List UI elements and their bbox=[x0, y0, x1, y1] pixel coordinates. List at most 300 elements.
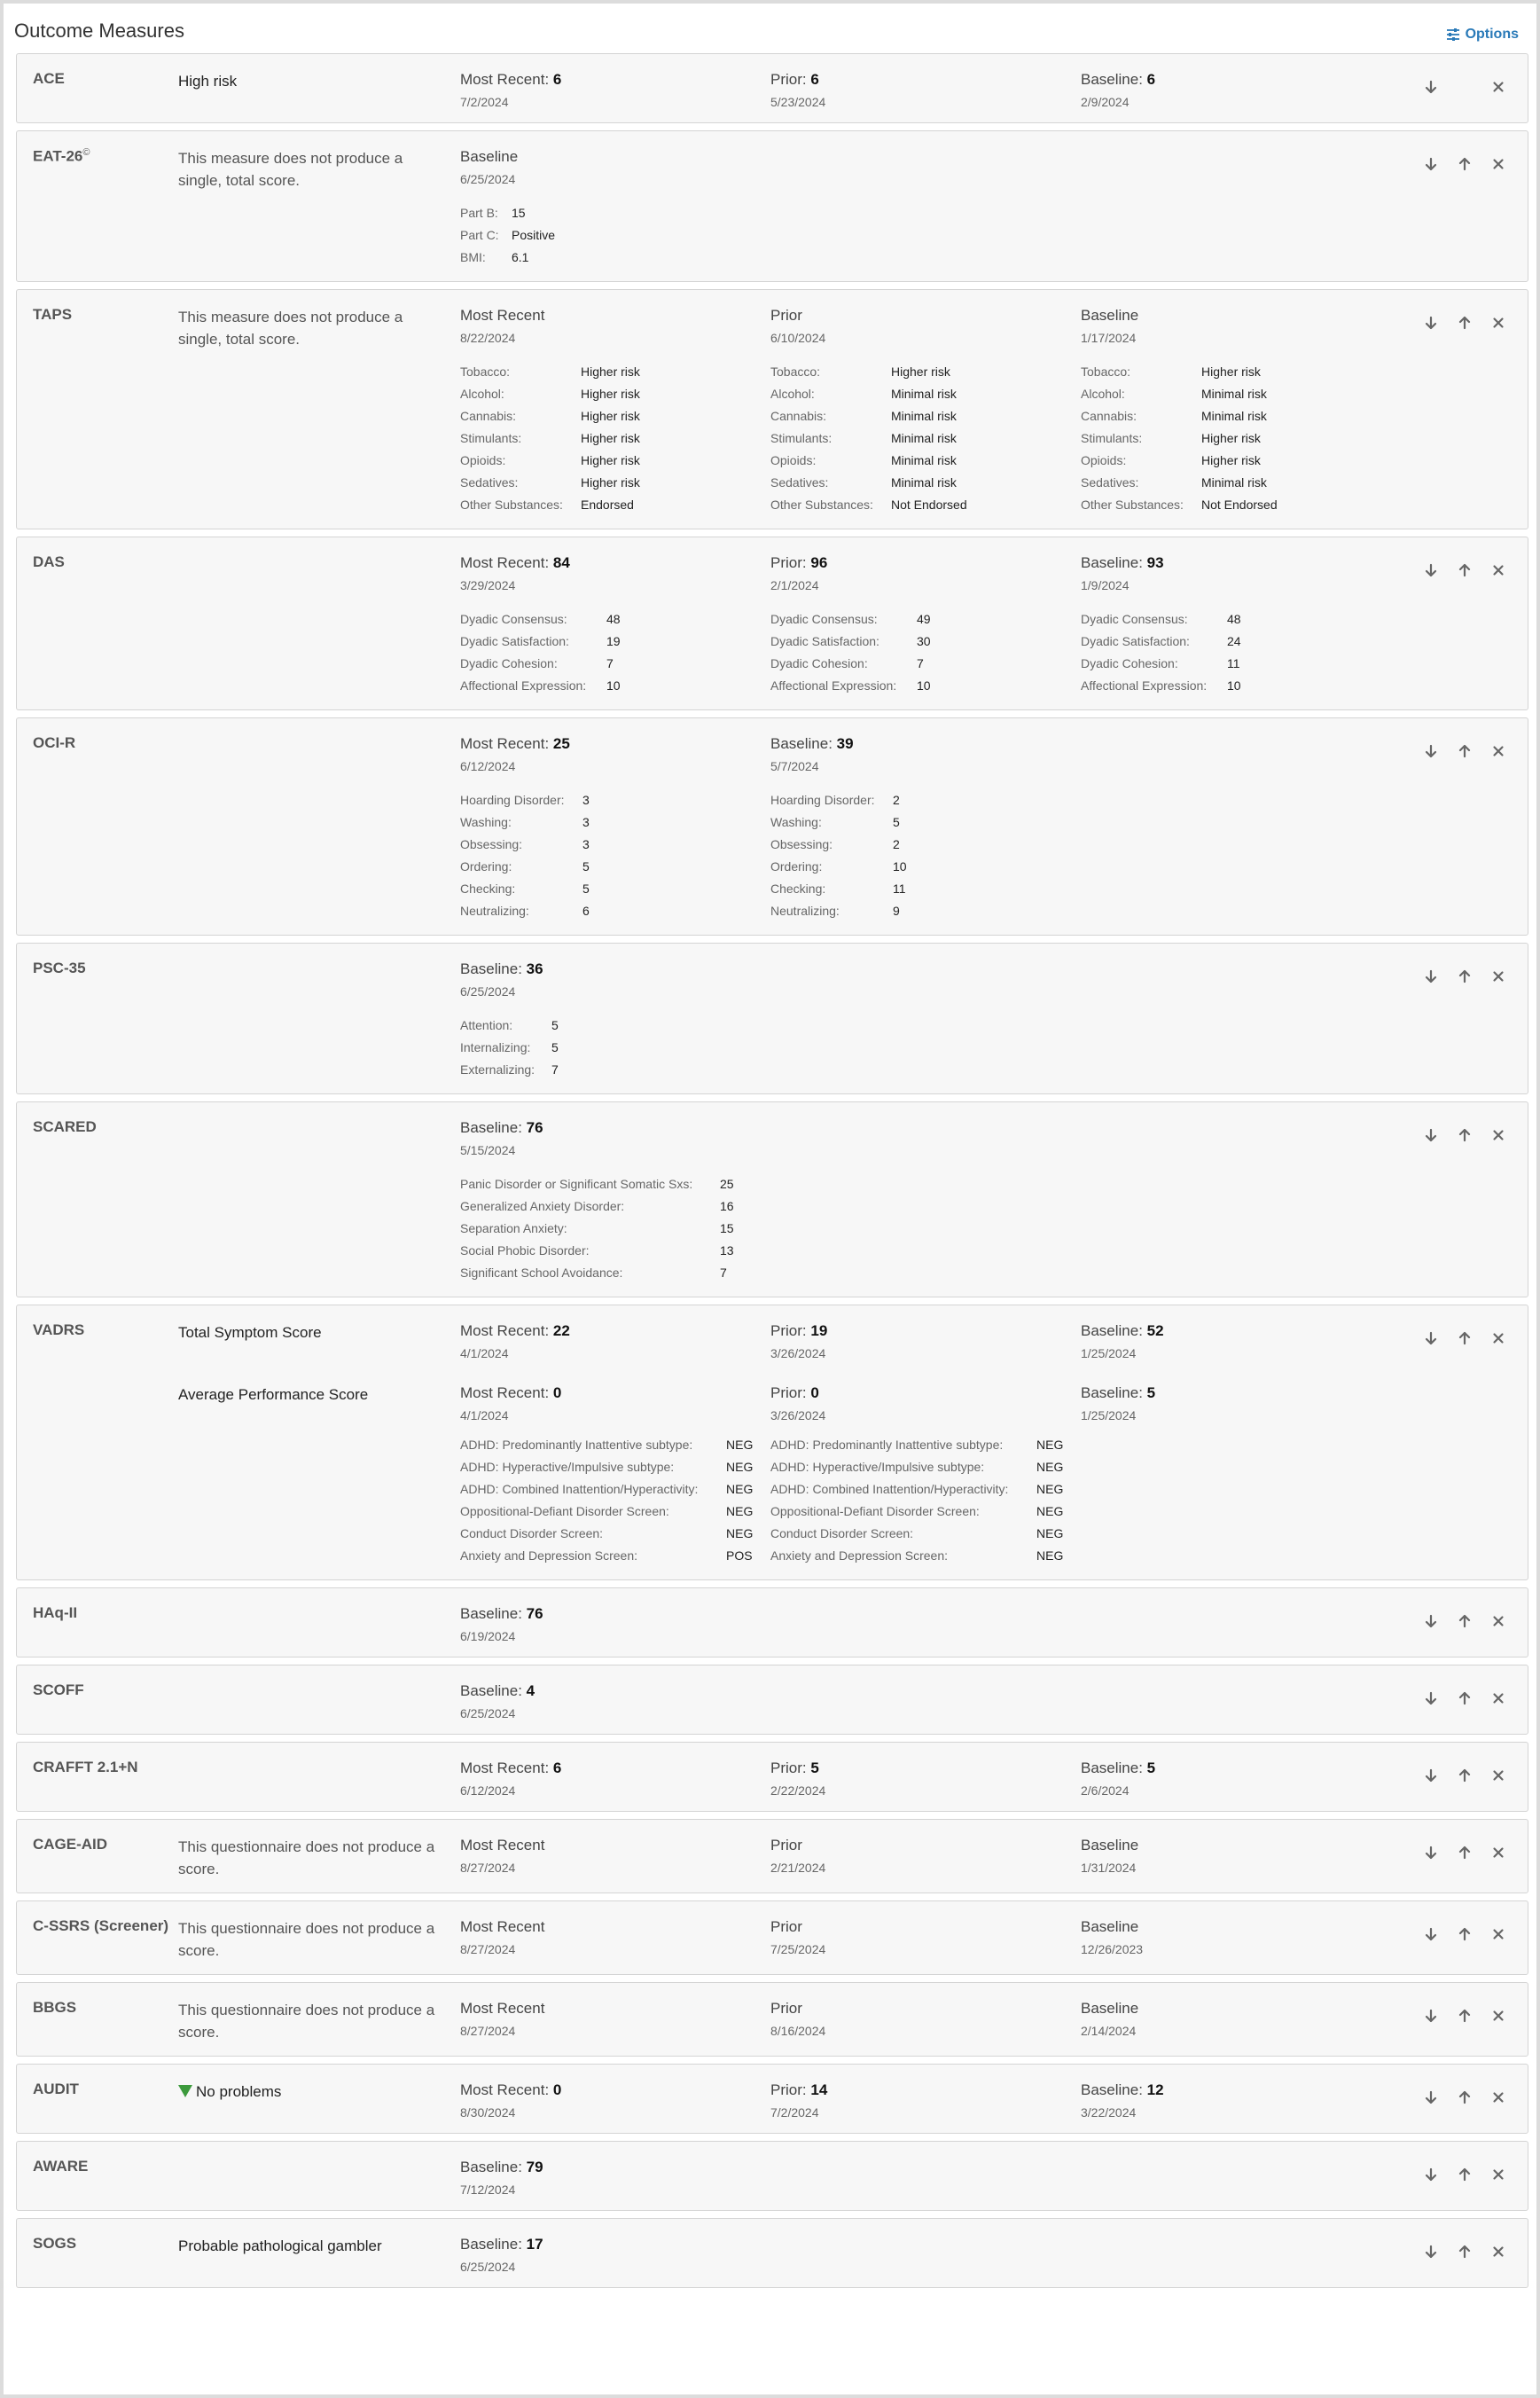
measure-name bbox=[17, 1321, 178, 1567]
subscale-value: 7 bbox=[606, 656, 614, 670]
colon-separator: : bbox=[518, 2159, 527, 2175]
subscale-row bbox=[460, 856, 770, 878]
subscale-row bbox=[770, 608, 1081, 631]
subscale-label: Sedatives: bbox=[770, 475, 829, 490]
score-value: 6 bbox=[1146, 71, 1156, 88]
subscale-label: Social Phobic Disorder: bbox=[460, 1243, 590, 1258]
subscale-row bbox=[770, 834, 1081, 856]
subscale-list bbox=[460, 789, 770, 922]
subscale-row bbox=[1081, 494, 1391, 516]
subscale-label: Neutralizing: bbox=[770, 904, 840, 918]
subscale-row bbox=[770, 631, 1081, 653]
subscale-label: Obsessing: bbox=[460, 837, 523, 851]
subscale-label: Other Substances: bbox=[460, 498, 563, 512]
score-value: 76 bbox=[526, 1605, 543, 1622]
colon-separator: : bbox=[801, 1759, 811, 1776]
close-icon[interactable] bbox=[1490, 1330, 1506, 1346]
period-heading bbox=[1081, 70, 1391, 90]
subscale-row bbox=[460, 1523, 770, 1545]
colon-separator: : bbox=[544, 71, 553, 88]
subscale-row bbox=[460, 1501, 770, 1523]
close-icon[interactable] bbox=[1490, 968, 1506, 984]
subscale-row bbox=[770, 1478, 1081, 1501]
colon-separator: : bbox=[544, 1322, 553, 1339]
measure-card-haq2 bbox=[16, 1587, 1528, 1657]
period-column bbox=[1081, 1999, 1391, 2043]
subscale-label: Part B: bbox=[460, 206, 498, 220]
period-label: Prior bbox=[770, 1384, 802, 1401]
date-value: 6/19/2024 bbox=[460, 1629, 516, 1643]
score-row bbox=[178, 1321, 1391, 1361]
subscale-label: Separation Anxiety: bbox=[460, 1221, 567, 1235]
arrow-down-icon[interactable] bbox=[1423, 79, 1439, 95]
measure-name bbox=[17, 1759, 178, 1798]
period-label: Baseline bbox=[460, 1682, 519, 1699]
subscale-label: Cannabis: bbox=[770, 409, 827, 423]
colon-separator: : bbox=[801, 1384, 811, 1401]
arrow-down-icon[interactable] bbox=[1423, 562, 1439, 578]
period-column bbox=[460, 1999, 770, 2043]
colon-separator: : bbox=[1138, 2081, 1147, 2098]
subscale-value: Minimal risk bbox=[1201, 475, 1267, 490]
date-value: 7/2/2024 bbox=[770, 2105, 819, 2120]
subscale-list bbox=[460, 608, 770, 697]
subscale-row bbox=[460, 789, 770, 811]
subscale-row bbox=[1081, 653, 1391, 675]
measure-card-bbgs bbox=[16, 1982, 1528, 2057]
arrow-down-icon[interactable] bbox=[1423, 2167, 1439, 2182]
period-columns bbox=[460, 70, 1391, 110]
score-value: 52 bbox=[1146, 1322, 1164, 1339]
subscale-value: Not Endorsed bbox=[1201, 498, 1278, 512]
arrow-down-icon[interactable] bbox=[1423, 1767, 1439, 1783]
close-icon[interactable] bbox=[1490, 562, 1506, 578]
colon-separator: : bbox=[518, 960, 527, 977]
measure-card-crafft bbox=[16, 1742, 1528, 1812]
card-actions bbox=[1423, 1690, 1506, 1706]
period-column bbox=[460, 1321, 770, 1361]
subscale-row bbox=[770, 1456, 1081, 1478]
period-columns bbox=[460, 1917, 1391, 1962]
subscale-value: POS bbox=[726, 1548, 753, 1563]
subscale-value: 7 bbox=[551, 1062, 559, 1077]
date-value: 8/16/2024 bbox=[770, 2024, 826, 2038]
subscale-row bbox=[770, 653, 1081, 675]
measure-name-text: EAT-26 bbox=[33, 147, 83, 165]
period-label: Most Recent bbox=[460, 2081, 545, 2098]
date-value: 2/1/2024 bbox=[770, 578, 819, 592]
period-columns bbox=[460, 2081, 1391, 2120]
date-value: 4/1/2024 bbox=[460, 1408, 509, 1422]
score-value: 5 bbox=[810, 1759, 819, 1776]
measure-name-text: SCOFF bbox=[33, 1681, 84, 1698]
period-heading bbox=[460, 1917, 770, 1937]
subscale-value: 15 bbox=[720, 1221, 734, 1235]
subscale-label: Dyadic Consensus: bbox=[1081, 612, 1188, 626]
close-icon[interactable] bbox=[1490, 156, 1506, 172]
subscale-label: Sedatives: bbox=[460, 475, 519, 490]
arrow-up-icon[interactable] bbox=[1457, 2244, 1473, 2260]
arrow-down-icon[interactable] bbox=[1423, 1926, 1439, 1942]
measure-card-aware bbox=[16, 2141, 1528, 2211]
period-heading bbox=[460, 1759, 770, 1778]
arrow-up-icon[interactable] bbox=[1457, 743, 1473, 759]
subscale-value: 11 bbox=[893, 882, 906, 896]
subscale-value: Higher risk bbox=[581, 431, 640, 445]
period-heading bbox=[770, 306, 1081, 325]
subscale-value: 3 bbox=[582, 837, 590, 851]
arrow-up-icon[interactable] bbox=[1457, 1926, 1473, 1942]
date-value: 2/14/2024 bbox=[1081, 2024, 1137, 2038]
measure-name bbox=[17, 1681, 178, 1721]
period-heading bbox=[1081, 1759, 1391, 1778]
arrow-down-icon[interactable] bbox=[1423, 1127, 1439, 1143]
measure-name bbox=[17, 553, 178, 697]
interpretation bbox=[178, 2081, 460, 2120]
measure-name-text: AUDIT bbox=[33, 2081, 79, 2097]
period-heading bbox=[770, 1321, 1081, 1341]
close-icon[interactable] bbox=[1490, 1127, 1506, 1143]
subscale-row bbox=[460, 878, 770, 900]
date-value: 7/25/2024 bbox=[770, 1942, 826, 1956]
period-label: Baseline bbox=[460, 1605, 519, 1622]
close-icon[interactable] bbox=[1490, 2167, 1506, 2182]
period-columns bbox=[460, 1118, 1391, 1284]
subscale-label: Hoarding Disorder: bbox=[460, 793, 565, 807]
measure-name bbox=[17, 960, 178, 1081]
subscale-value: 3 bbox=[582, 793, 590, 807]
arrow-down-icon[interactable] bbox=[1423, 743, 1439, 759]
period-column bbox=[770, 70, 1081, 110]
score-value: 4 bbox=[526, 1682, 535, 1699]
interpretation-text bbox=[178, 1999, 442, 2043]
period-columns bbox=[460, 1999, 1391, 2043]
period-column bbox=[460, 70, 770, 110]
period-column bbox=[460, 1604, 770, 1644]
subscale-row bbox=[460, 202, 770, 224]
date-value: 2/6/2024 bbox=[1081, 1783, 1130, 1798]
card-actions bbox=[1423, 156, 1506, 172]
period-column bbox=[460, 1759, 770, 1798]
interpretation bbox=[178, 1681, 460, 1721]
subscale-row bbox=[460, 247, 770, 269]
period-heading bbox=[1081, 1836, 1391, 1855]
date-value: 6/25/2024 bbox=[460, 2260, 516, 2274]
date-value: 4/1/2024 bbox=[460, 1346, 509, 1360]
score-value: 0 bbox=[810, 1384, 819, 1401]
close-icon[interactable] bbox=[1490, 79, 1506, 95]
period-label: Most Recent bbox=[460, 1322, 545, 1339]
arrow-up-icon[interactable] bbox=[1457, 2008, 1473, 2024]
period-label: Baseline bbox=[1081, 2081, 1139, 2098]
measure-card-cssrs bbox=[16, 1900, 1528, 1975]
interpretation bbox=[178, 70, 460, 110]
options-button[interactable] bbox=[1446, 27, 1519, 43]
arrow-up-icon[interactable] bbox=[1457, 156, 1473, 172]
date-value: 3/29/2024 bbox=[460, 578, 516, 592]
subscale-row bbox=[460, 224, 770, 247]
measure-card-psc35 bbox=[16, 943, 1528, 1094]
arrow-up-icon[interactable] bbox=[1457, 2167, 1473, 2182]
arrow-up-icon[interactable] bbox=[1457, 2089, 1473, 2105]
subscale-value: Higher risk bbox=[1201, 364, 1261, 379]
measure-name bbox=[17, 2158, 178, 2198]
period-label: Prior bbox=[770, 71, 802, 88]
subscale-value: Higher risk bbox=[1201, 453, 1261, 467]
close-icon[interactable] bbox=[1490, 315, 1506, 331]
close-icon[interactable] bbox=[1490, 1926, 1506, 1942]
subscale-label: Stimulants: bbox=[460, 431, 522, 445]
date-value: 6/10/2024 bbox=[770, 331, 826, 345]
period-column bbox=[1081, 1917, 1391, 1962]
score-value: 79 bbox=[526, 2159, 543, 2175]
interpretation bbox=[178, 306, 460, 516]
score-value: 5 bbox=[1146, 1759, 1156, 1776]
subscale-label: BMI: bbox=[460, 250, 486, 264]
arrow-down-icon[interactable] bbox=[1423, 968, 1439, 984]
period-column bbox=[770, 1917, 1081, 1962]
subscale-value: 16 bbox=[720, 1199, 734, 1213]
date-value: 6/25/2024 bbox=[460, 1706, 516, 1720]
period-label: Most Recent bbox=[460, 71, 545, 88]
period-column bbox=[460, 734, 770, 922]
subscale-row bbox=[460, 450, 770, 472]
period-label: Baseline bbox=[1081, 1837, 1139, 1853]
score-value: 17 bbox=[526, 2236, 543, 2253]
arrow-down-icon[interactable] bbox=[1423, 2089, 1439, 2105]
score-value: 12 bbox=[1146, 2081, 1164, 2098]
card-actions bbox=[1423, 2008, 1506, 2024]
close-icon[interactable] bbox=[1490, 743, 1506, 759]
subscale-label: Tobacco: bbox=[1081, 364, 1131, 379]
subscale-row bbox=[460, 1262, 770, 1284]
interpretation-text bbox=[178, 2235, 442, 2257]
subscale-row bbox=[1081, 631, 1391, 653]
period-heading bbox=[1081, 1917, 1391, 1937]
green-down-triangle-icon bbox=[178, 2085, 192, 2097]
score-value: 93 bbox=[1146, 554, 1164, 571]
subscale-row bbox=[460, 1037, 770, 1059]
colon-separator: : bbox=[544, 1759, 553, 1776]
subscale-column bbox=[460, 1434, 770, 1567]
subscale-row bbox=[460, 653, 770, 675]
interpretation-text bbox=[178, 1836, 442, 1880]
period-label: Prior bbox=[770, 2000, 802, 2017]
subscale-list bbox=[770, 789, 1081, 922]
date-value: 8/27/2024 bbox=[460, 2024, 516, 2038]
subscale-label: Other Substances: bbox=[770, 498, 873, 512]
period-heading bbox=[1081, 2081, 1391, 2100]
period-label: Most Recent bbox=[460, 1759, 545, 1776]
period-columns bbox=[460, 2235, 1391, 2275]
measure-name-text: SOGS bbox=[33, 2235, 77, 2252]
date-value: 5/23/2024 bbox=[770, 95, 826, 109]
period-columns bbox=[460, 553, 1391, 697]
period-column bbox=[1081, 2081, 1391, 2120]
period-heading bbox=[770, 1917, 1081, 1937]
subscale-list bbox=[1081, 608, 1391, 697]
interpretation-label: This questionnaire does not produce a score. bbox=[178, 2002, 435, 2041]
subscale-list bbox=[460, 1434, 770, 1567]
arrow-down-icon[interactable] bbox=[1423, 1613, 1439, 1629]
score-value: 5 bbox=[1146, 1384, 1156, 1401]
card-actions bbox=[1423, 1127, 1506, 1143]
measure-name bbox=[17, 2235, 178, 2275]
spacer bbox=[178, 1434, 460, 1567]
subscale-row bbox=[770, 361, 1081, 383]
subscale-row bbox=[460, 1173, 770, 1195]
subscale-label: Dyadic Satisfaction: bbox=[1081, 634, 1190, 648]
subscale-label: ADHD: Combined Inattention/Hyperactivity: bbox=[770, 1482, 1009, 1496]
period-label: Baseline bbox=[460, 2159, 519, 2175]
subscale-label: Ordering: bbox=[770, 859, 823, 874]
card-actions bbox=[1423, 1845, 1506, 1861]
outcome-measures-panel bbox=[4, 4, 1536, 2394]
arrow-up-icon[interactable] bbox=[1457, 1845, 1473, 1861]
subscale-value: Minimal risk bbox=[891, 431, 957, 445]
subscale-label: Cannabis: bbox=[460, 409, 517, 423]
measure-name-text: CAGE-AID bbox=[33, 1836, 108, 1853]
subscale-label: Externalizing: bbox=[460, 1062, 535, 1077]
interpretation-label: Probable pathological gambler bbox=[178, 2237, 382, 2254]
subscale-label: Cannabis: bbox=[1081, 409, 1137, 423]
interpretation-text: Total Symptom Score bbox=[178, 1324, 322, 1341]
copyright-mark: © bbox=[82, 147, 90, 158]
subscale-row bbox=[460, 608, 770, 631]
card-actions bbox=[1423, 1926, 1506, 1942]
close-icon[interactable] bbox=[1490, 1767, 1506, 1783]
interpretation-text bbox=[178, 147, 442, 192]
period-label: Baseline bbox=[1081, 71, 1139, 88]
score-value: 96 bbox=[810, 554, 828, 571]
close-icon[interactable] bbox=[1490, 1613, 1506, 1629]
subscale-value: NEG bbox=[1036, 1482, 1064, 1496]
subscale-value: 3 bbox=[582, 815, 590, 829]
arrow-down-icon[interactable] bbox=[1423, 1330, 1439, 1346]
subscale-value: NEG bbox=[1036, 1438, 1064, 1452]
period-heading bbox=[460, 734, 770, 754]
subscale-value: Higher risk bbox=[581, 364, 640, 379]
subscale-label: Dyadic Cohesion: bbox=[770, 656, 868, 670]
period-columns bbox=[460, 734, 1391, 922]
period-column bbox=[770, 1383, 1081, 1423]
arrow-down-icon[interactable] bbox=[1423, 2244, 1439, 2260]
subscale-row bbox=[1081, 427, 1391, 450]
subscale-list bbox=[770, 608, 1081, 697]
subscale-value: 5 bbox=[551, 1040, 559, 1054]
subscale-value: NEG bbox=[726, 1526, 754, 1540]
subscale-row bbox=[770, 494, 1081, 516]
arrow-down-icon[interactable] bbox=[1423, 2008, 1439, 2024]
subscale-row bbox=[1081, 405, 1391, 427]
interpretation-label: This measure does not produce a single, total score. bbox=[178, 150, 403, 189]
subscale-row bbox=[770, 789, 1081, 811]
period-label: Prior bbox=[770, 307, 802, 324]
colon-separator: : bbox=[544, 2081, 553, 2098]
arrow-down-icon[interactable] bbox=[1423, 315, 1439, 331]
date-value: 3/26/2024 bbox=[770, 1408, 826, 1422]
arrow-up-icon[interactable] bbox=[1457, 1330, 1473, 1346]
subscale-label: Oppositional-Defiant Disorder Screen: bbox=[770, 1504, 980, 1518]
interpretation bbox=[178, 2235, 460, 2275]
measure-name bbox=[17, 70, 178, 110]
subscale-value: NEG bbox=[1036, 1504, 1064, 1518]
arrow-up-icon[interactable] bbox=[1457, 1127, 1473, 1143]
period-label: Baseline bbox=[1081, 2000, 1139, 2017]
subscale-list bbox=[460, 1173, 770, 1284]
sliders-icon bbox=[1446, 28, 1460, 41]
arrow-up-icon[interactable] bbox=[1457, 315, 1473, 331]
close-icon[interactable] bbox=[1490, 2089, 1506, 2105]
interpretation bbox=[178, 1759, 460, 1798]
subscale-label: Washing: bbox=[460, 815, 512, 829]
subscale-row bbox=[460, 383, 770, 405]
date-value: 12/26/2023 bbox=[1081, 1942, 1144, 1956]
measure-name-text: TAPS bbox=[33, 306, 73, 323]
close-icon[interactable] bbox=[1490, 1690, 1506, 1706]
date-value: 2/21/2024 bbox=[770, 1861, 826, 1875]
subscale-label: Opioids: bbox=[770, 453, 817, 467]
period-column bbox=[770, 2081, 1081, 2120]
period-label: Most Recent bbox=[460, 554, 545, 571]
period-column bbox=[1081, 1759, 1391, 1798]
arrow-up-icon[interactable] bbox=[1457, 1690, 1473, 1706]
subscale-label: Generalized Anxiety Disorder: bbox=[460, 1199, 625, 1213]
colon-separator: : bbox=[518, 2236, 527, 2253]
subscale-list bbox=[1081, 361, 1391, 516]
period-column bbox=[460, 1917, 770, 1962]
colon-separator: : bbox=[1138, 1384, 1147, 1401]
measure-name bbox=[17, 147, 178, 269]
subscale-row bbox=[460, 1218, 770, 1240]
subscale-label: Ordering: bbox=[460, 859, 512, 874]
subscale-label: ADHD: Hyperactive/Impulsive subtype: bbox=[460, 1460, 675, 1474]
subscale-value: 5 bbox=[582, 859, 590, 874]
date-value: 8/22/2024 bbox=[460, 331, 516, 345]
subscale-value: Minimal risk bbox=[891, 387, 957, 401]
arrow-up-icon[interactable] bbox=[1457, 1767, 1473, 1783]
subscale-label: Alcohol: bbox=[770, 387, 815, 401]
close-icon[interactable] bbox=[1490, 2008, 1506, 2024]
score-value: 6 bbox=[552, 71, 562, 88]
arrow-up-icon[interactable] bbox=[1457, 562, 1473, 578]
arrow-up-icon[interactable] bbox=[1457, 1613, 1473, 1629]
interpretation-label: This questionnaire does not produce a score. bbox=[178, 1920, 435, 1959]
measure-card-audit bbox=[16, 2064, 1528, 2134]
period-label: Baseline bbox=[460, 1119, 519, 1136]
subscale-label: Alcohol: bbox=[1081, 387, 1125, 401]
subscale-row bbox=[460, 472, 770, 494]
colon-separator: : bbox=[544, 735, 553, 752]
arrow-down-icon[interactable] bbox=[1423, 1690, 1439, 1706]
close-icon[interactable] bbox=[1490, 2244, 1506, 2260]
score-value: 39 bbox=[836, 735, 854, 752]
arrow-up-icon[interactable] bbox=[1457, 968, 1473, 984]
arrow-down-icon[interactable] bbox=[1423, 156, 1439, 172]
close-icon[interactable] bbox=[1490, 1845, 1506, 1861]
period-columns bbox=[460, 1604, 1391, 1644]
arrow-down-icon[interactable] bbox=[1423, 1845, 1439, 1861]
period-heading bbox=[1081, 553, 1391, 573]
subscale-list bbox=[460, 202, 770, 269]
date-value: 1/25/2024 bbox=[1081, 1346, 1137, 1360]
period-columns bbox=[460, 1383, 1391, 1423]
period-label: Baseline bbox=[1081, 307, 1139, 324]
interpretation bbox=[178, 1321, 460, 1361]
subscale-row bbox=[460, 494, 770, 516]
measure-name-text: OCI-R bbox=[33, 734, 76, 751]
interpretation-text bbox=[178, 1917, 442, 1962]
